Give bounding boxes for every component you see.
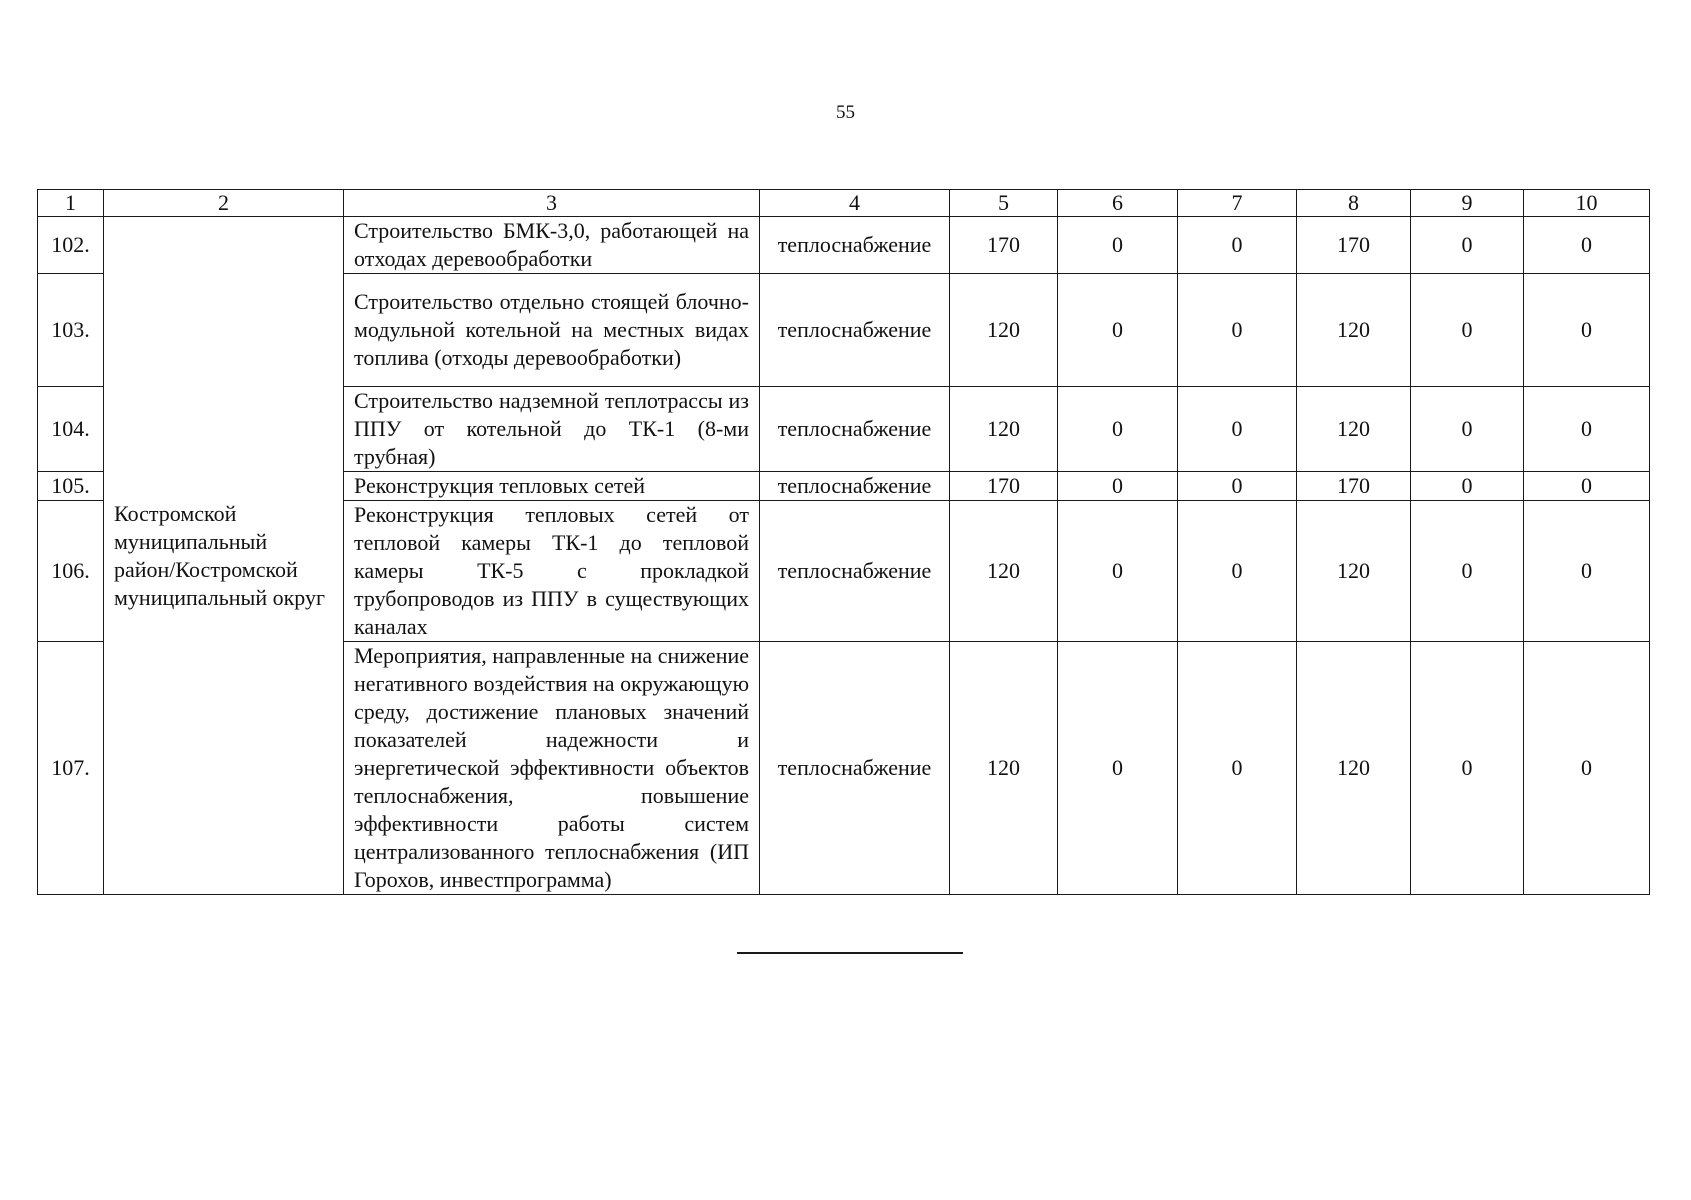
service-type: теплоснабжение [760,274,950,387]
column-header: 10 [1524,190,1650,217]
cell-col5: 120 [950,501,1058,642]
cell-col10: 0 [1524,217,1650,274]
service-type: теплоснабжение [760,501,950,642]
cell-col6: 0 [1058,642,1178,895]
cell-col7: 0 [1178,387,1297,472]
table-row [38,217,1650,274]
cell-col10: 0 [1524,642,1650,895]
row-number: 106. [38,501,104,642]
cell-col9: 0 [1411,387,1524,472]
row-number: 102. [38,217,104,274]
row-number: 105. [38,472,104,501]
column-header: 4 [760,190,950,217]
cell-col7: 0 [1178,472,1297,501]
project-description: Строительство надземной теплотрассы из ППУ от котельной до ТК-1 (8-ми трубная) [344,387,760,472]
cell-col6: 0 [1058,472,1178,501]
column-header: 5 [950,190,1058,217]
column-header: 2 [104,190,344,217]
end-of-table-rule [737,952,963,954]
cell-col8: 170 [1297,472,1411,501]
cell-col6: 0 [1058,217,1178,274]
service-type: теплоснабжение [760,387,950,472]
project-description: Мероприятия, направленные на снижение негативного воздействия на окружающую среду, достижение плановых значений показателей надежности и энергетической эффективности объектов теплоснабжения, повышение эффективности работы систем централизованного теплоснабжения (ИП Горохов, инвестпрограмма) [344,642,760,895]
page-number: 55 [836,102,855,123]
project-description: Строительство отдельно стоящей блочно-модульной котельной на местных видах топлива (отходы деревообработки) [344,274,760,387]
service-type: теплоснабжение [760,217,950,274]
cell-col8: 120 [1297,501,1411,642]
cell-col5: 120 [950,387,1058,472]
cell-col8: 120 [1297,642,1411,895]
column-header: 7 [1178,190,1297,217]
project-description: Строительство БМК-3,0, работающей на отходах деревообработки [344,217,760,274]
district-name: Костромской муниципальный район/Костромской муниципальный округ [104,217,344,895]
cell-col7: 0 [1178,642,1297,895]
column-header: 3 [344,190,760,217]
cell-col6: 0 [1058,274,1178,387]
column-header: 6 [1058,190,1178,217]
row-number: 107. [38,642,104,895]
cell-col7: 0 [1178,274,1297,387]
column-header: 9 [1411,190,1524,217]
row-number: 103. [38,274,104,387]
service-type: теплоснабжение [760,472,950,501]
cell-col10: 0 [1524,501,1650,642]
column-header: 1 [38,190,104,217]
cell-col10: 0 [1524,274,1650,387]
project-description: Реконструкция тепловых сетей [344,472,760,501]
cell-col9: 0 [1411,642,1524,895]
cell-col10: 0 [1524,472,1650,501]
service-type: теплоснабжение [760,642,950,895]
cell-col5: 120 [950,642,1058,895]
cell-col5: 120 [950,274,1058,387]
project-description: Реконструкция тепловых сетей от тепловой камеры ТК-1 до тепловой камеры ТК-5 с прокладкой трубопроводов из ППУ в существующих каналах [344,501,760,642]
cell-col8: 120 [1297,274,1411,387]
cell-col10: 0 [1524,387,1650,472]
cell-col6: 0 [1058,501,1178,642]
cell-col9: 0 [1411,217,1524,274]
cell-col5: 170 [950,217,1058,274]
cell-col7: 0 [1178,217,1297,274]
column-header: 8 [1297,190,1411,217]
cell-col8: 170 [1297,217,1411,274]
cell-col9: 0 [1411,501,1524,642]
row-number: 104. [38,387,104,472]
cell-col5: 170 [950,472,1058,501]
cell-col8: 120 [1297,387,1411,472]
cell-col9: 0 [1411,274,1524,387]
cell-col6: 0 [1058,387,1178,472]
cell-col7: 0 [1178,501,1297,642]
data-table [37,189,1650,895]
table-header-row [38,190,1650,217]
cell-col9: 0 [1411,472,1524,501]
